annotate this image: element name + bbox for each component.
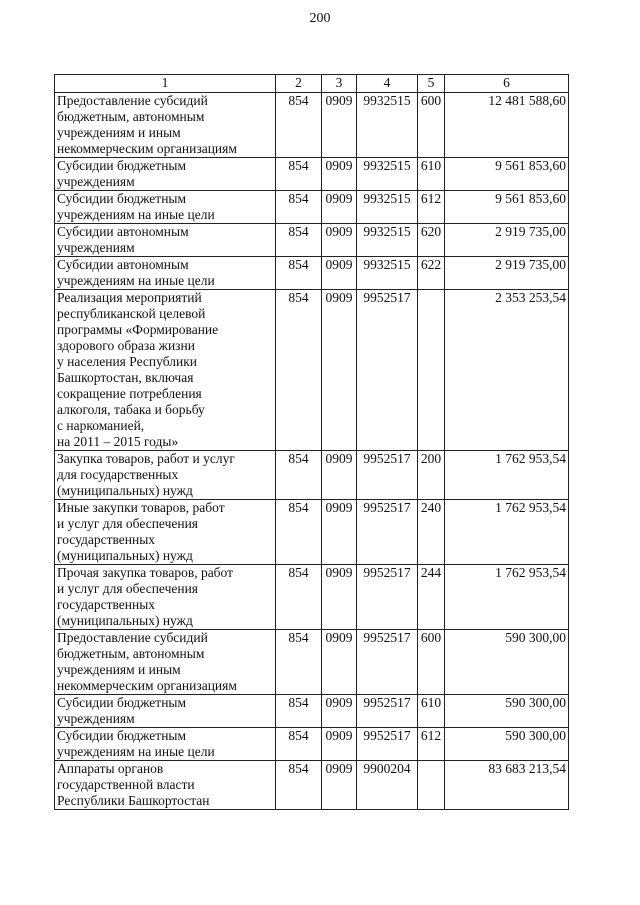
expense-type-code: 622 (418, 257, 445, 290)
description-line: учреждениям на иные цели (57, 207, 215, 222)
description-line: государственной власти (57, 777, 195, 792)
table-row (55, 695, 569, 728)
description-line: алкоголя, табака и борьбу (57, 402, 205, 417)
description-line: Башкортостан, включая (57, 370, 194, 385)
target-article-code: 9932515 (357, 224, 418, 257)
row-description (55, 93, 276, 158)
expense-type-code: 600 (418, 93, 445, 158)
section-code: 0909 (322, 290, 357, 451)
description-line: Субсидии бюджетным (57, 728, 187, 743)
description-line: Реализация мероприятий (57, 290, 202, 305)
expense-type-code: 600 (418, 630, 445, 695)
table-row (55, 257, 569, 290)
table-row (55, 191, 569, 224)
ministry-code: 854 (276, 224, 322, 257)
amount: 590 300,00 (445, 728, 569, 761)
description-line: Субсидии автономным (57, 224, 189, 239)
amount: 9 561 853,60 (445, 158, 569, 191)
description-line: с наркоманией, (57, 418, 145, 433)
description-line: сокращение потребления (57, 386, 202, 401)
section-code: 0909 (322, 728, 357, 761)
section-code: 0909 (322, 224, 357, 257)
budget-table (54, 74, 569, 810)
amount: 1 762 953,54 (445, 565, 569, 630)
section-code: 0909 (322, 761, 357, 810)
description-line: и услуг для обеспечения (57, 516, 199, 531)
target-article-code: 9952517 (357, 630, 418, 695)
ministry-code: 854 (276, 290, 322, 451)
description-line: Субсидии бюджетным (57, 695, 187, 710)
row-description (55, 224, 276, 257)
amount: 9 561 853,60 (445, 191, 569, 224)
description-line: на 2011 – 2015 годы» (57, 434, 179, 449)
description-line: учреждениям (57, 174, 135, 189)
amount: 1 762 953,54 (445, 451, 569, 500)
ministry-code: 854 (276, 565, 322, 630)
description-line: учреждениям и иным (57, 662, 181, 677)
table-row (55, 93, 569, 158)
ministry-code: 854 (276, 158, 322, 191)
description-line: Аппараты органов (57, 761, 164, 776)
description-line: программы «Формирование (57, 322, 219, 337)
column-header: 5 (418, 75, 445, 93)
description-line: (муниципальных) нужд (57, 613, 193, 628)
expense-type-code (418, 290, 445, 451)
description-line: учреждениям на иные цели (57, 744, 215, 759)
description-line: Иные закупки товаров, работ (57, 500, 225, 515)
table-row (55, 224, 569, 257)
target-article-code: 9932515 (357, 158, 418, 191)
section-code: 0909 (322, 158, 357, 191)
amount: 83 683 213,54 (445, 761, 569, 810)
ministry-code: 854 (276, 500, 322, 565)
expense-type-code: 610 (418, 158, 445, 191)
amount: 2 919 735,00 (445, 257, 569, 290)
table-row (55, 451, 569, 500)
row-description (55, 451, 276, 500)
expense-type-code: 620 (418, 224, 445, 257)
amount: 12 481 588,60 (445, 93, 569, 158)
description-line: учреждениям на иные цели (57, 273, 215, 288)
page-number: 200 (309, 11, 331, 26)
expense-type-code: 612 (418, 191, 445, 224)
row-description (55, 630, 276, 695)
description-line: Прочая закупка товаров, работ (57, 565, 234, 580)
description-line: Закупка товаров, работ и услуг (57, 451, 235, 466)
table-body (55, 93, 569, 810)
section-code: 0909 (322, 191, 357, 224)
row-description (55, 500, 276, 565)
row-description (55, 290, 276, 451)
target-article-code: 9952517 (357, 565, 418, 630)
description-line: Республики Башкортостан (57, 793, 210, 808)
ministry-code: 854 (276, 257, 322, 290)
description-line: Предоставление субсидий (57, 93, 208, 108)
table-row (55, 158, 569, 191)
section-code: 0909 (322, 630, 357, 695)
section-code: 0909 (322, 695, 357, 728)
section-code: 0909 (322, 93, 357, 158)
description-line: Субсидии бюджетным (57, 158, 187, 173)
description-line: учреждениям (57, 711, 135, 726)
description-line: учреждениям (57, 240, 135, 255)
target-article-code: 9900204 (357, 761, 418, 810)
table-row (55, 290, 569, 451)
table-row (55, 761, 569, 810)
target-article-code: 9932515 (357, 191, 418, 224)
description-line: бюджетным, автономным (57, 109, 205, 124)
description-line: бюджетным, автономным (57, 646, 205, 661)
row-description (55, 565, 276, 630)
target-article-code: 9952517 (357, 451, 418, 500)
description-line: некоммерческим организациям (57, 141, 237, 156)
header-row (55, 75, 569, 93)
section-code: 0909 (322, 257, 357, 290)
column-header: 3 (322, 75, 357, 93)
expense-type-code: 240 (418, 500, 445, 565)
expense-type-code (418, 761, 445, 810)
row-description (55, 695, 276, 728)
row-description (55, 257, 276, 290)
table-row (55, 565, 569, 630)
description-line: (муниципальных) нужд (57, 483, 193, 498)
description-line: республиканской целевой (57, 306, 206, 321)
ministry-code: 854 (276, 630, 322, 695)
row-description (55, 158, 276, 191)
amount: 1 762 953,54 (445, 500, 569, 565)
amount: 590 300,00 (445, 695, 569, 728)
ministry-code: 854 (276, 695, 322, 728)
row-description (55, 761, 276, 810)
column-header: 6 (445, 75, 569, 93)
expense-type-code: 612 (418, 728, 445, 761)
column-header: 4 (357, 75, 418, 93)
ministry-code: 854 (276, 93, 322, 158)
ministry-code: 854 (276, 761, 322, 810)
table-row (55, 728, 569, 761)
target-article-code: 9952517 (357, 728, 418, 761)
target-article-code: 9952517 (357, 695, 418, 728)
ministry-code: 854 (276, 191, 322, 224)
table-row (55, 500, 569, 565)
amount: 2 919 735,00 (445, 224, 569, 257)
target-article-code: 9952517 (357, 290, 418, 451)
ministry-code: 854 (276, 451, 322, 500)
row-description (55, 191, 276, 224)
section-code: 0909 (322, 500, 357, 565)
description-line: и услуг для обеспечения (57, 581, 199, 596)
expense-type-code: 244 (418, 565, 445, 630)
target-article-code: 9932515 (357, 257, 418, 290)
description-line: учреждениям и иным (57, 125, 181, 140)
description-line: Предоставление субсидий (57, 630, 208, 645)
description-line: для государственных (57, 467, 179, 482)
amount: 2 353 253,54 (445, 290, 569, 451)
description-line: здорового образа жизни (57, 338, 195, 353)
description-line: Субсидии бюджетным (57, 191, 187, 206)
description-line: государственных (57, 597, 156, 612)
description-line: у населения Республики (57, 354, 197, 369)
expense-type-code: 610 (418, 695, 445, 728)
description-line: (муниципальных) нужд (57, 548, 193, 563)
target-article-code: 9932515 (357, 93, 418, 158)
ministry-code: 854 (276, 728, 322, 761)
column-header: 1 (55, 75, 276, 93)
description-line: Субсидии автономным (57, 257, 189, 272)
target-article-code: 9952517 (357, 500, 418, 565)
section-code: 0909 (322, 565, 357, 630)
expense-type-code: 200 (418, 451, 445, 500)
amount: 590 300,00 (445, 630, 569, 695)
row-description (55, 728, 276, 761)
description-line: государственных (57, 532, 156, 547)
description-line: некоммерческим организациям (57, 678, 237, 693)
table-row (55, 630, 569, 695)
column-header: 2 (276, 75, 322, 93)
section-code: 0909 (322, 451, 357, 500)
